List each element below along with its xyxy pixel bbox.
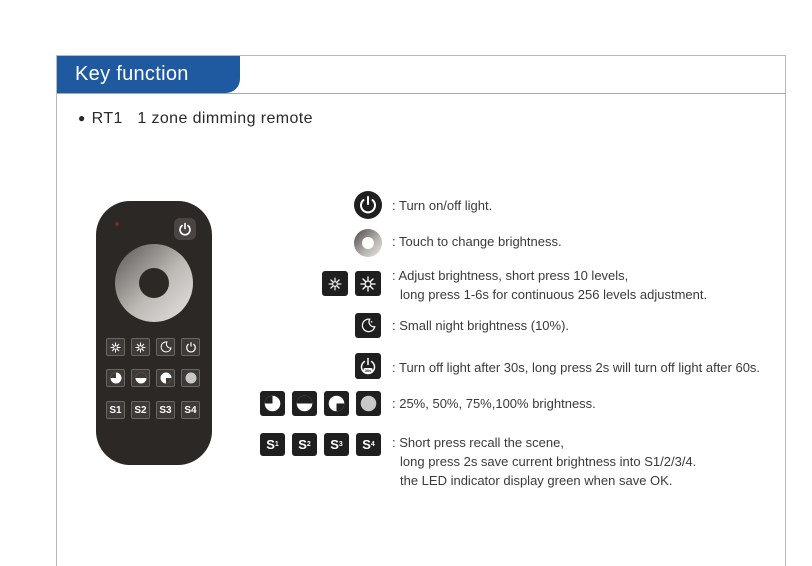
remote-illustration bbox=[96, 201, 212, 465]
product-subtitle bbox=[78, 110, 313, 128]
power-description: : Turn on/off light. bbox=[392, 198, 493, 213]
brightness-75-icon bbox=[324, 391, 349, 416]
remote-brightness-up-button[interactable] bbox=[131, 338, 150, 356]
night-icon bbox=[160, 341, 172, 353]
remote-scene-1-button[interactable]: S1 bbox=[106, 401, 125, 419]
remote-50-button[interactable] bbox=[131, 369, 150, 387]
brightness-75-icon bbox=[160, 372, 172, 384]
model-description: 1 zone dimming remote bbox=[137, 110, 313, 127]
led-indicator bbox=[115, 222, 119, 226]
frame-left-border bbox=[56, 55, 57, 566]
brightness-50-icon bbox=[292, 391, 317, 416]
scene-4-icon: S 4 bbox=[356, 433, 381, 456]
remote-75-button[interactable] bbox=[156, 369, 175, 387]
touch-wheel[interactable] bbox=[114, 243, 194, 323]
night-description: : Small night brightness (10%). bbox=[392, 318, 570, 333]
scene-description-line2: long press 2s save current brightness into S1/2/3/4. bbox=[400, 454, 697, 469]
remote-night-button[interactable] bbox=[156, 338, 175, 356]
remote-25-button[interactable] bbox=[106, 369, 125, 387]
brightness-100-icon bbox=[185, 372, 197, 384]
remote-timer-button[interactable] bbox=[181, 338, 200, 356]
night-icon bbox=[355, 313, 381, 338]
frame-right-border bbox=[785, 55, 786, 566]
timer-badge: 30s bbox=[364, 368, 372, 373]
model-name: RT1 bbox=[91, 110, 123, 127]
timer-power-icon bbox=[185, 341, 197, 353]
brightness-100-icon bbox=[356, 391, 381, 416]
brightness-description-line1: : Adjust brightness, short press 10 levels, bbox=[392, 268, 629, 283]
power-icon bbox=[178, 222, 192, 236]
section-header: Key function bbox=[57, 56, 240, 93]
remote-scene-4-button[interactable]: S4 bbox=[181, 401, 200, 419]
power-icon bbox=[354, 191, 382, 219]
bullet-icon: ● bbox=[78, 111, 86, 125]
brightness-50-icon bbox=[135, 372, 147, 384]
brightness-icon bbox=[135, 342, 146, 353]
remote-100-button[interactable] bbox=[181, 369, 200, 387]
remote-brightness-down-button[interactable] bbox=[106, 338, 125, 356]
touch-wheel-icon bbox=[353, 228, 383, 258]
brightness-down-icon bbox=[322, 271, 348, 296]
remote-scene-2-button[interactable]: S2 bbox=[131, 401, 150, 419]
brightness-25-icon bbox=[110, 372, 122, 384]
brightness-description-line2: long press 1-6s for continuous 256 levels adjustment. bbox=[400, 287, 708, 302]
scene-3-icon: S 3 bbox=[324, 433, 349, 456]
header-divider bbox=[57, 93, 785, 94]
brightness-up-icon bbox=[355, 271, 381, 296]
brightness-levels-description: : 25%, 50%, 75%,100% brightness. bbox=[392, 396, 596, 411]
remote-power-button[interactable] bbox=[174, 218, 196, 240]
scene-description-line1: : Short press recall the scene, bbox=[392, 435, 564, 450]
scene-description-line3: the LED indicator display green when save OK. bbox=[400, 473, 673, 488]
scene-1-icon: S 1 bbox=[260, 433, 285, 456]
brightness-25-icon bbox=[260, 391, 285, 416]
remote-scene-3-button[interactable]: S3 bbox=[156, 401, 175, 419]
timer-power-icon bbox=[355, 353, 381, 379]
touch-wheel-description: : Touch to change brightness. bbox=[392, 234, 562, 249]
scene-2-icon: S 2 bbox=[292, 433, 317, 456]
timer-description: : Turn off light after 30s, long press 2s will turn off light after 60s. bbox=[392, 360, 761, 375]
brightness-icon bbox=[110, 342, 121, 353]
